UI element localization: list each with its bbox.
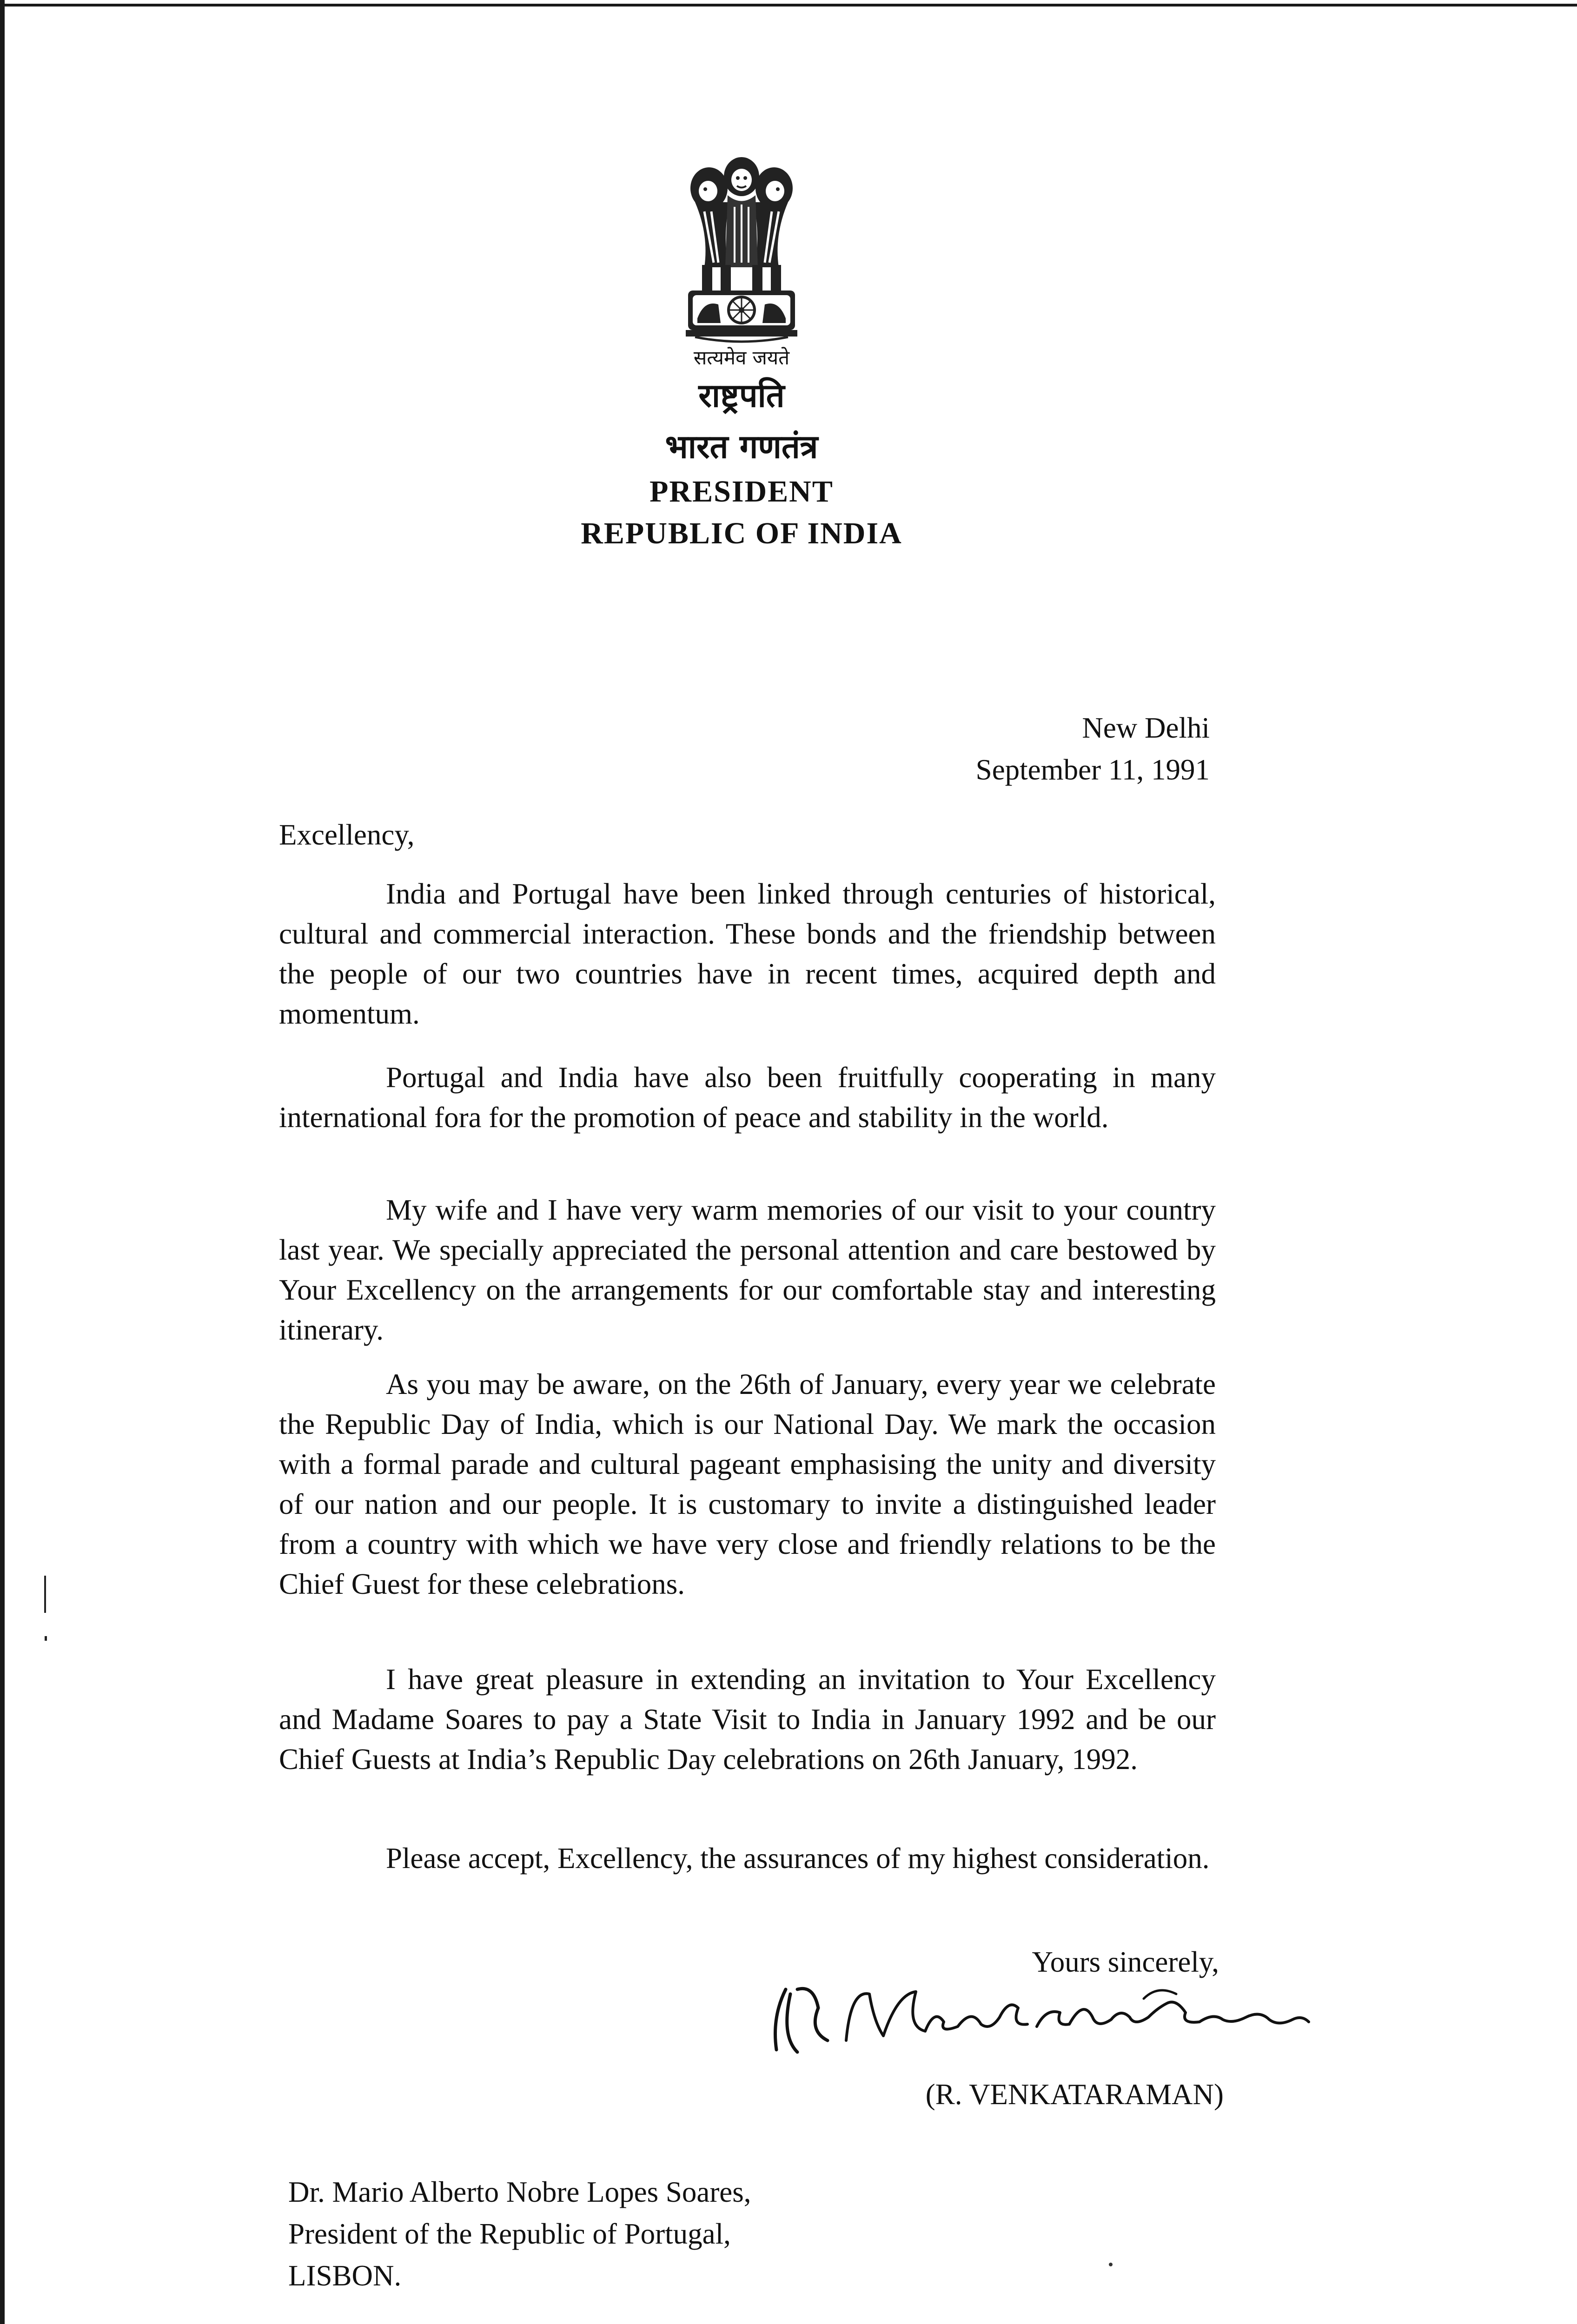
addressee-line: LISBON. xyxy=(288,2259,402,2292)
page-left-border xyxy=(0,0,5,2324)
national-emblem-lions-icon xyxy=(676,151,807,351)
salutation: Excellency, xyxy=(279,819,415,851)
letter-paragraph: Please accept, Excellency, the assurances of my highest consideration. xyxy=(386,1842,1210,1875)
letter-paragraph: I have great pleasure in extending an invitation to Your Excellency and Madame Soares to pay a State Visit to India in January 1992 and be our Chief Guests at India’s Republic Day celebrations on 26th January, 1992. xyxy=(279,1663,1216,1776)
hindi-subtitle: भारत गणतंत्र xyxy=(665,428,818,466)
letterhead-title: PRESIDENT xyxy=(649,475,834,508)
letter-paragraph: India and Portugal have been linked through centuries of historical, cultural and commercial interaction. These bonds and the friendship between the people of our two countries have in recent times, acquired depth and momentum. xyxy=(279,878,1216,1030)
emblem-motto: सत्यमेव जयते xyxy=(693,346,790,369)
dateline-date: September 11, 1991 xyxy=(975,753,1210,786)
letterhead-subtitle: REPUBLIC OF INDIA xyxy=(581,516,902,550)
scan-artifact xyxy=(44,1576,46,1613)
signatory-name: (R. VENKATARAMAN) xyxy=(925,2078,1224,2111)
addressee-line: President of the Republic of Portugal, xyxy=(288,2218,731,2250)
scan-artifact xyxy=(1109,2263,1113,2266)
dateline-place: New Delhi xyxy=(1082,712,1210,744)
closing: Yours sincerely, xyxy=(1032,1946,1219,1978)
letter-paragraph: My wife and I have very warm memories of our visit to your country last year. We specially appreciated the personal attention and care bestowed by Your Excellency on the arrangements for our comfortable stay and interesting itinerary. xyxy=(279,1194,1216,1346)
hindi-title: राष्ट्रपति xyxy=(698,376,785,415)
letter-paragraph: Portugal and India have also been fruitfully cooperating in many international fora for the promotion of peace and stability in the world. xyxy=(279,1061,1216,1134)
handwritten-signature xyxy=(758,1980,1311,2059)
letter-paragraph: As you may be aware, on the 26th of January, every year we celebrate the Republic Day of India, which is our National Day. We mark the occasion with a formal parade and cultural pageant emphasising the unity and diversity of our nation and our people. It is customary to invite a distinguished leader from a country with which we have very close and friendly relations to be the Chief Guest for these celebrations. xyxy=(279,1368,1216,1600)
page-top-border xyxy=(0,4,1577,7)
addressee-line: Dr. Mario Alberto Nobre Lopes Soares, xyxy=(288,2176,751,2208)
scan-artifact xyxy=(45,1636,47,1641)
